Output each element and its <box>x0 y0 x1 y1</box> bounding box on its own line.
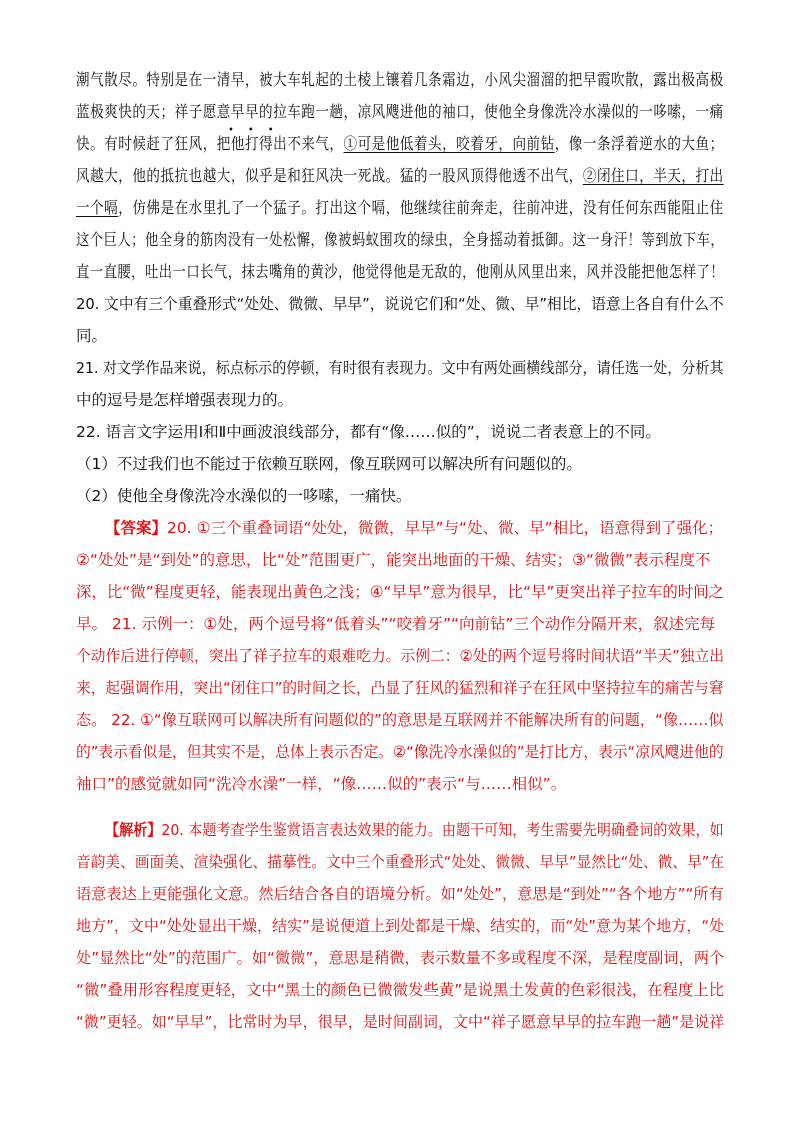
answer-line: 早。 21. 示例一：①处，两个逗号将“低着头”“咬着牙”“向前钻”三个动作分隔开来，叙述完每 <box>76 615 716 633</box>
question-21: 21. 对文学作品来说，标点标示的停顿，有时很有表现力。文中有两处画横线部分，请任选一处，分析其 <box>76 359 724 377</box>
answer-line: 深，比“微”程度更轻，能表现出黄色之浅；④“早早”意为很早，比“早”更突出祥子拉车的时间之 <box>76 583 725 601</box>
passage-line <box>76 166 724 186</box>
answer-line: 来，起强调作用，突出“闭住口”的时间之长，凸显了狂风的猛烈和祥子在狂风中坚持拉车的痛苦与窘 <box>76 679 724 697</box>
question-22-item-1: （1）不过我们也不能过于依赖互联网，像互联网可以解决所有问题似的。 <box>76 455 582 473</box>
analysis-line: 地方”，文中“处处显出干燥，结实”是说便道上到处都是干燥、结实的，而“处”意为某个地方，“处 <box>76 917 725 935</box>
analysis-line: 音韵美、画面美、渲染强化、描摹性。文中三个重叠形式“处处、微微、早早”显然比“处、微、早”在 <box>76 853 725 871</box>
analysis-line: 语意表达上更能强化文意。然后结合各自的语境分析。如“处处”，意思是“到处”“各个地方”“所有 <box>76 885 724 903</box>
question-20: 20. 文中有三个重叠形式“处处、微微、早早”，说说它们和“处、微、早”相比，语意上各自有什么不 <box>76 295 724 313</box>
analysis-line: “微”叠用形容程度更轻，文中“黑土的颜色已微微发些黄”是说黑土发黄的色彩很浅，在程度上比 <box>76 981 725 999</box>
passage-line <box>76 134 724 154</box>
answer-line: 个动作后进行停顿，突出了祥子拉车的艰难吃力。示例二：②处的两个逗号将时间状语“半天”独立出 <box>76 647 724 665</box>
passage-text-span: ，仿佛是在水里扎了一个猛子。打出这个嗝，他继续往前奔走，往前冲进，没有任何东西能阻止住 <box>118 198 724 217</box>
passage-line: 这个巨人；他全身的筋肉没有一处松懈，像被蚂蚁围攻的绿虫，全身摇动着抵御。这一身汗！等到放下车， <box>76 230 725 249</box>
underlined-phrase-2-cont: 一个嗝 <box>76 198 119 217</box>
passage-line <box>76 198 724 218</box>
underlined-phrase-2: ②闭住口，半天，打出 <box>582 166 724 185</box>
answer-line: 态。 22. ①“像互联网可以解决所有问题似的”的意思是互联网并不能解决所有的问题，“像……似 <box>76 711 724 729</box>
passage-line: 直一直腰，吐出一口长气，抹去嘴角的黄沙，他觉得他是无敌的，他刚从风里出来，风并没能把他怎样了！ <box>76 262 725 281</box>
question-22: 22. 语言文字运用Ⅰ和Ⅱ中画波浪线部分，都有“像……似的”，说说二者表意上的不同。 <box>76 423 661 441</box>
analysis-line <box>105 820 724 840</box>
answer-line: 的”表示看似是，但其实不是，总体上表示否定。②“像洗冷水澡似的”是打比方，表示“凉风飕进他的 <box>76 743 724 761</box>
underlined-phrase-1: ①可是他低着头，咬着牙，向前钻 <box>343 134 555 153</box>
answer-line: 袖口”的感觉就如同“洗冷水澡”一样，“像……似的”表示“与……相似”。 <box>76 775 567 793</box>
passage-line: 蓝极爽快的天；祥子愿意早早的拉车跑一趟，凉风飕进他的袖口，使他全身像洗冷水澡似的一哆嗦，一痛 <box>76 102 724 121</box>
emphasis-dots: ••• <box>228 125 288 136</box>
passage-text-span: 风越大，他的抵抗也越大，似乎是和狂风决一死战。猛的一股风顶得他透不出气， <box>76 166 583 185</box>
analysis-text: 20. 本题考查学生鉴赏语言表达效果的能力。由题干可知，考生需要先明确叠词的效果，如 <box>161 821 724 839</box>
question-20-cont: 同。 <box>76 327 108 345</box>
answer-tag: 【答案】 <box>105 519 168 537</box>
passage-text-span: ，像一条浮着逆水的大鱼； <box>554 134 724 153</box>
question-22-item-2: （2）使他全身像洗冷水澡似的一哆嗦，一痛快。 <box>76 487 412 505</box>
question-21-cont: 中的逗号是怎样增强表现力的。 <box>76 391 294 409</box>
answer-line <box>105 518 723 538</box>
passage-line: 潮气散尽。特别是在一清早，被大车轧起的土棱上镶着几条霜边，小风尖溜溜的把早霞吹散，露出极高极 <box>76 70 724 89</box>
passage-text-span: 快。有时候赶了狂风，把他打得出不来气， <box>76 134 344 153</box>
answer-line: ②“处处”是“到处”的意思，比“处”范围更广，能突出地面的干燥、结实；③“微微”表示程度不 <box>76 551 711 569</box>
analysis-line: “微”更轻。如“早早”，比常时为早，很早，是时间副词，文中“祥子愿意早早的拉车跑一趟”是说祥 <box>76 1013 725 1031</box>
analysis-line: 处”显然比“处”的范围广。如“微微”，意思是稍微，表示数量不多或程度不深，是程度副词，两个 <box>76 949 725 967</box>
analysis-tag: 【解析】 <box>105 821 162 839</box>
answer-text: 20. ①三个重叠词语“处处，微微，早早”与“处、微、早”相比，语意得到了强化； <box>167 519 724 537</box>
